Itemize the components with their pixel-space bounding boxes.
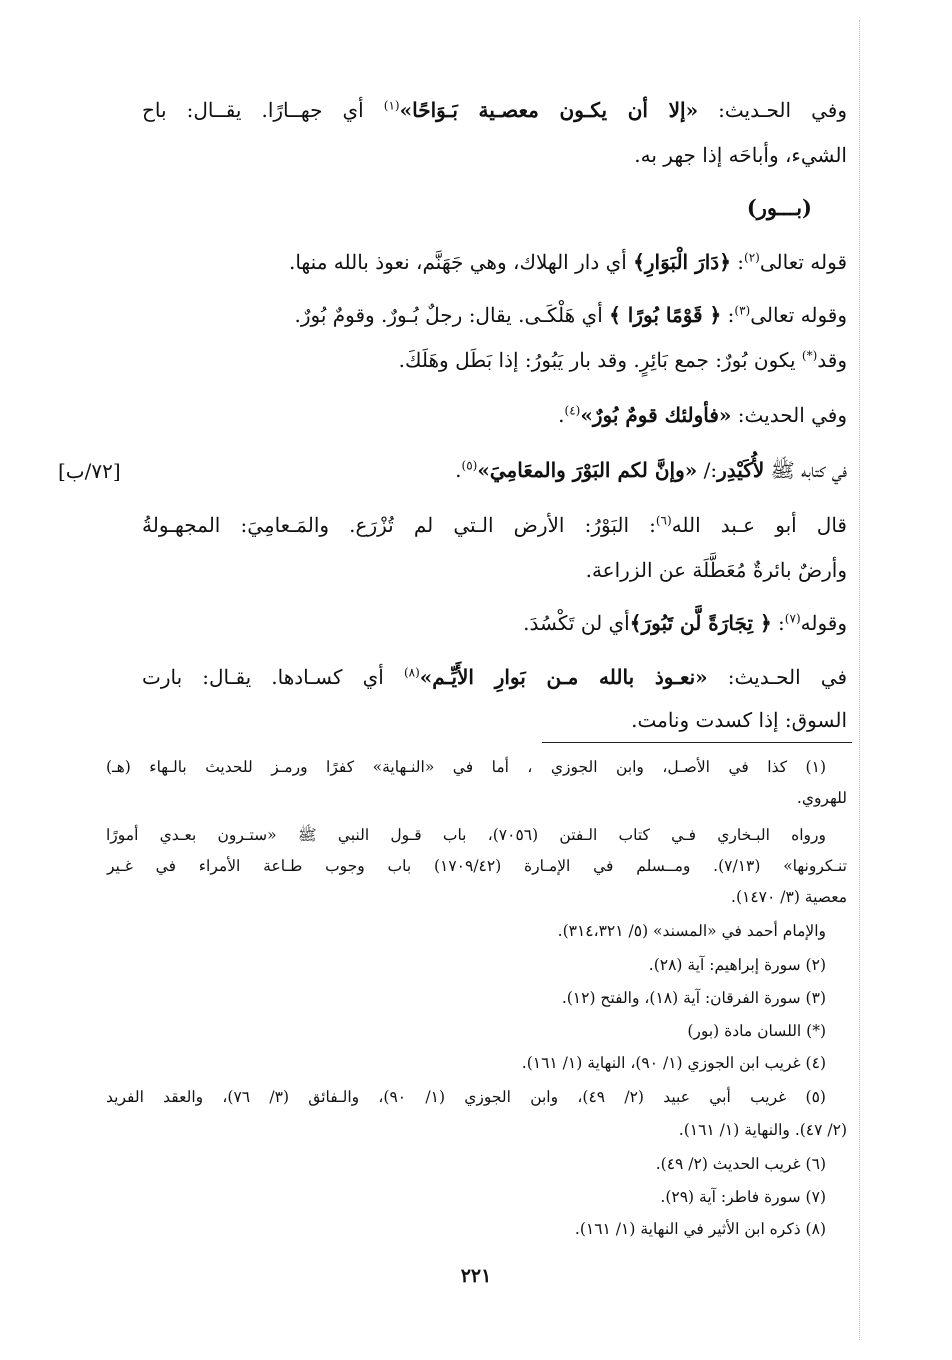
paragraph-hadith-qawm-bur: وفي الحديث: «فأولئك قومٌ بُورٌ»$^{(٤)}$. [558,403,847,427]
footnote-8: (٨) ذكره ابن الأثير في النهاية (١/ ١٦١). [574,1220,826,1238]
paragraph-tijaratan: وقوله$^{(٧)}$: ﴿ تِجَارَةً لَّن تَبُورَ﴾أي لن تَكْسُدَ. [523,611,847,635]
quran-quote: ﴿دَارَ الْبَوَارِ﴾ [633,250,731,274]
footnote-1: (١) كذا في الأصـل، وابن الجوزي ، أما في «النـهاية» كفرًا ورمـز للحديث بالـهاء (هـ) [106,758,826,776]
footnote-ref: (٧) [784,611,801,626]
hadith-quote: «فأولئك قومٌ بُورٌ» [580,403,732,427]
paragraph-hadith-bawah-line1: وفي الحـديث: «إلا أن يكـون معصـية بَـوَاحًا»$^{(١)}$ أي جهــارًا. يقــال: باح [142,98,847,122]
paragraph-qawman-bura-line1: وقوله تعالى$^{(٣)}$: ﴿ قَوْمًا بُورًا ﴾ أي هَلْكَـى. يقال: رجلٌ بُـورٌ. وقومٌ بُورٌ. [294,303,847,327]
footnote-6: (٦) غريب الحديث (٢/ ٤٩). [655,1155,826,1173]
hadith-quote: «وإنَّ لكم البَوْرَ والمعَامِيَ» [477,458,698,482]
paragraph-hadith-bawar-line2: السوق: إذا كسدت ونامت. [631,708,847,732]
footnote-1-cont: للهروي. [796,789,847,807]
footnote-ref: (٢) [744,250,760,265]
paragraph-hadith-bawar-line1: في الحـديث: «نعـوذ بالله مـن بَوارِ الأَيِّـم»$^{(٨)}$ أي كسـادها. يقـال: بارت [142,665,848,689]
footnote-2: (٢) سورة إبراهيم: آية (٢٨). [648,956,826,974]
footnote-ref: (٤) [564,403,581,418]
quran-quote: ﴿ قَوْمًا بُورًا ﴾ [609,303,722,327]
footnote-1-bukhari: ورواه البـخاري فـي كتاب الـفتن (٧٠٥٦)، باب قـول النبي ﷺ «ستـرون بعـدي أمورًا [106,826,827,844]
manuscript-folio-marker: [٧٢/ب] [58,459,121,483]
paragraph-abu-ubayd-line2: وأرضٌ بائرةٌ مُعَطَّلَة عن الزراعة. [585,558,847,582]
quran-quote: ﴿ تِجَارَةً لَّن تَبُورَ﴾ [629,611,772,635]
footnote-ref: (٣) [734,303,751,318]
paragraph-hadith-bawah-line2: الشيء، وأباحَه إذا جهر به. [634,143,847,167]
footnote-5-cont: (٢/ ٤٧). والنهاية (١/ ١٦١). [678,1121,847,1139]
footnote-1-ahmad: والإمام أحمد في «المسند» (٥/ ٣١٤،٣٢١). [557,922,826,940]
footnote-4: (٤) غريب ابن الجوزي (١/ ٩٠)، النهاية (١/ ١٦١). [521,1054,826,1072]
footnote-1-muslim: تنـكرونها» (٧/١٣). ومــسلم في الإمـارة (١٧٠٩/٤٢) باب وجوب طـاعة الأمراء في غـير [107,857,847,875]
footnote-ref: (٦) [655,513,672,528]
footnote-3: (٣) سورة الفرقان: آية (١٨)، والفتح (١٢). [561,989,826,1007]
paragraph-dar-albawar: قوله تعالى$^{(٢)}$: ﴿دَارَ الْبَوَارِ﴾ أي دار الهلاك، وهي جَهَنَّم، نعوذ بالله منها. [288,250,847,274]
footnote-ref: (٥) [461,458,478,473]
footnote-7: (٧) سورة فاطر: آية (٢٩). [660,1188,826,1206]
paragraph-letter-ukaydir: في كتابه ﷺ لأُكَيْدِر:/ «وإنَّ لكم البَوْرَ والمعَامِيَ»$^{(٥)}$. [455,458,847,482]
footnote-separator [542,742,852,743]
paragraph-qawman-bura-line2: وقد(*) يكون بُورٌ: جمع بَائِرٍ. وقد بار يَبُورُ: إذا بَطَل وهَلَكَ. [398,348,847,372]
footnote-1-muslim-cont: معصية (٣/ ١٤٧٠). [731,888,847,906]
footnote-ref: (١) [383,98,400,113]
paragraph-abu-ubayd-line1: قال أبو عـبد الله$^{(٦)}$: البَوْرُ: الأرض الـتي لم تُزْرَع. والمَـعامِيَ: المجهـولةُ [142,513,847,537]
hadith-quote: «إلا أن يكـون معصـية بَـوَاحًا» [399,98,699,122]
page-number: ٢٢١ [460,1265,492,1287]
footnote-5: (٥) غريب أبي عبيد (٢/ ٤٩)، وابن الجوزي (١/ ٩٠)، والـفائق (٣/ ٧٦)، والعقد الفريد [106,1088,826,1106]
hadith-quote: «نعـوذ بالله مـن بَوارِ الأَيِّـم» [419,665,708,689]
footnote-ref: (*) [801,348,818,363]
entry-heading: (بـــور) [746,195,812,220]
footnote-ref: (٨) [403,665,420,680]
footnote-star: (*) اللسان مادة (بور) [687,1022,826,1040]
page-edge-dots [859,20,860,1340]
